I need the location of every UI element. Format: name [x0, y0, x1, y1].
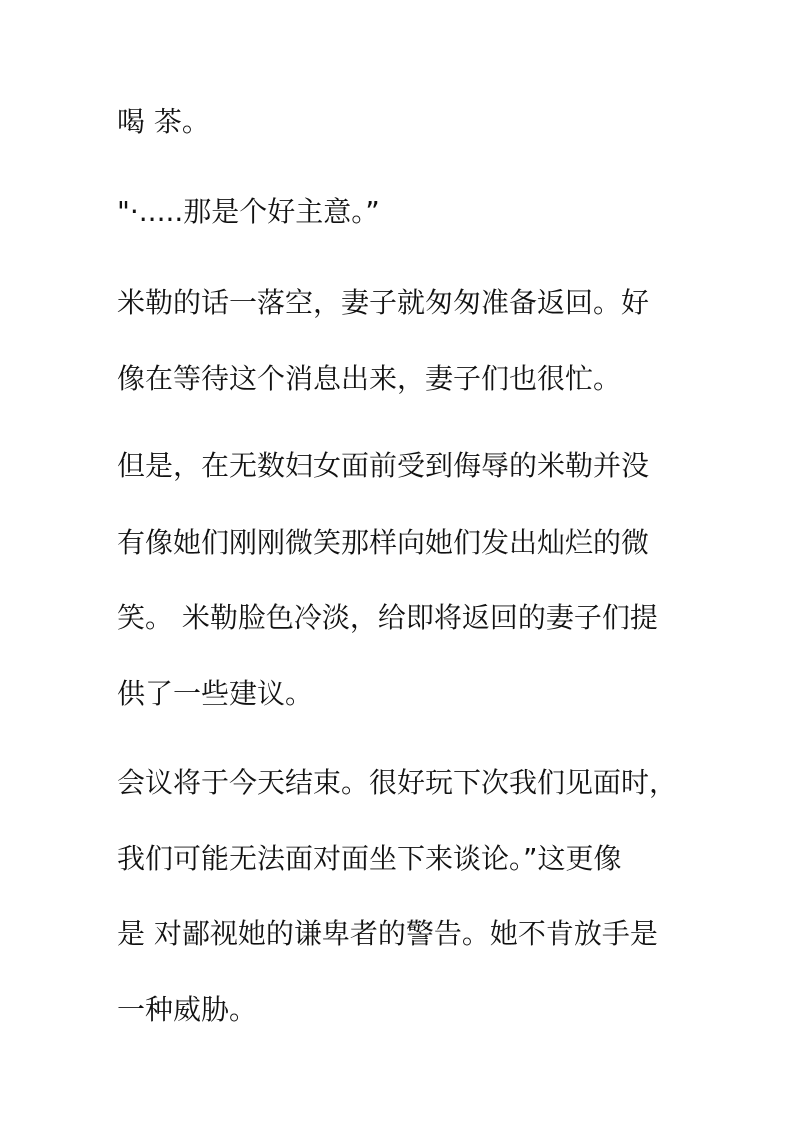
- text-line: 喝 茶。: [117, 105, 210, 138]
- text-line: 是 对鄙视她的谦卑者的警告。她不肯放手是: [117, 917, 658, 950]
- text-line: 会议将于今天结束。很好玩下次我们见面时，: [117, 766, 678, 799]
- text-line: 像在等待这个消息出来，妻子们也很忙。: [117, 362, 622, 395]
- text-line: 一种威胁。: [117, 993, 258, 1026]
- text-line: 供了一些建议。: [117, 677, 314, 710]
- text-line: 米勒的话一落空，妻子就匆匆准备返回。好: [117, 286, 650, 319]
- text-line: 但是，在无数妇女面前受到侮辱的米勒并没: [117, 449, 650, 482]
- text-line: "·.....那是个好主意。”: [117, 195, 380, 228]
- text-line: 我们可能无法面对面坐下来谈论。”这更像: [117, 842, 622, 875]
- text-line: 有像她们刚刚微笑那样向她们发出灿烂的微: [117, 526, 650, 559]
- text-line: 笑。 米勒脸色冷淡，给即将返回的妻子们提: [117, 601, 658, 634]
